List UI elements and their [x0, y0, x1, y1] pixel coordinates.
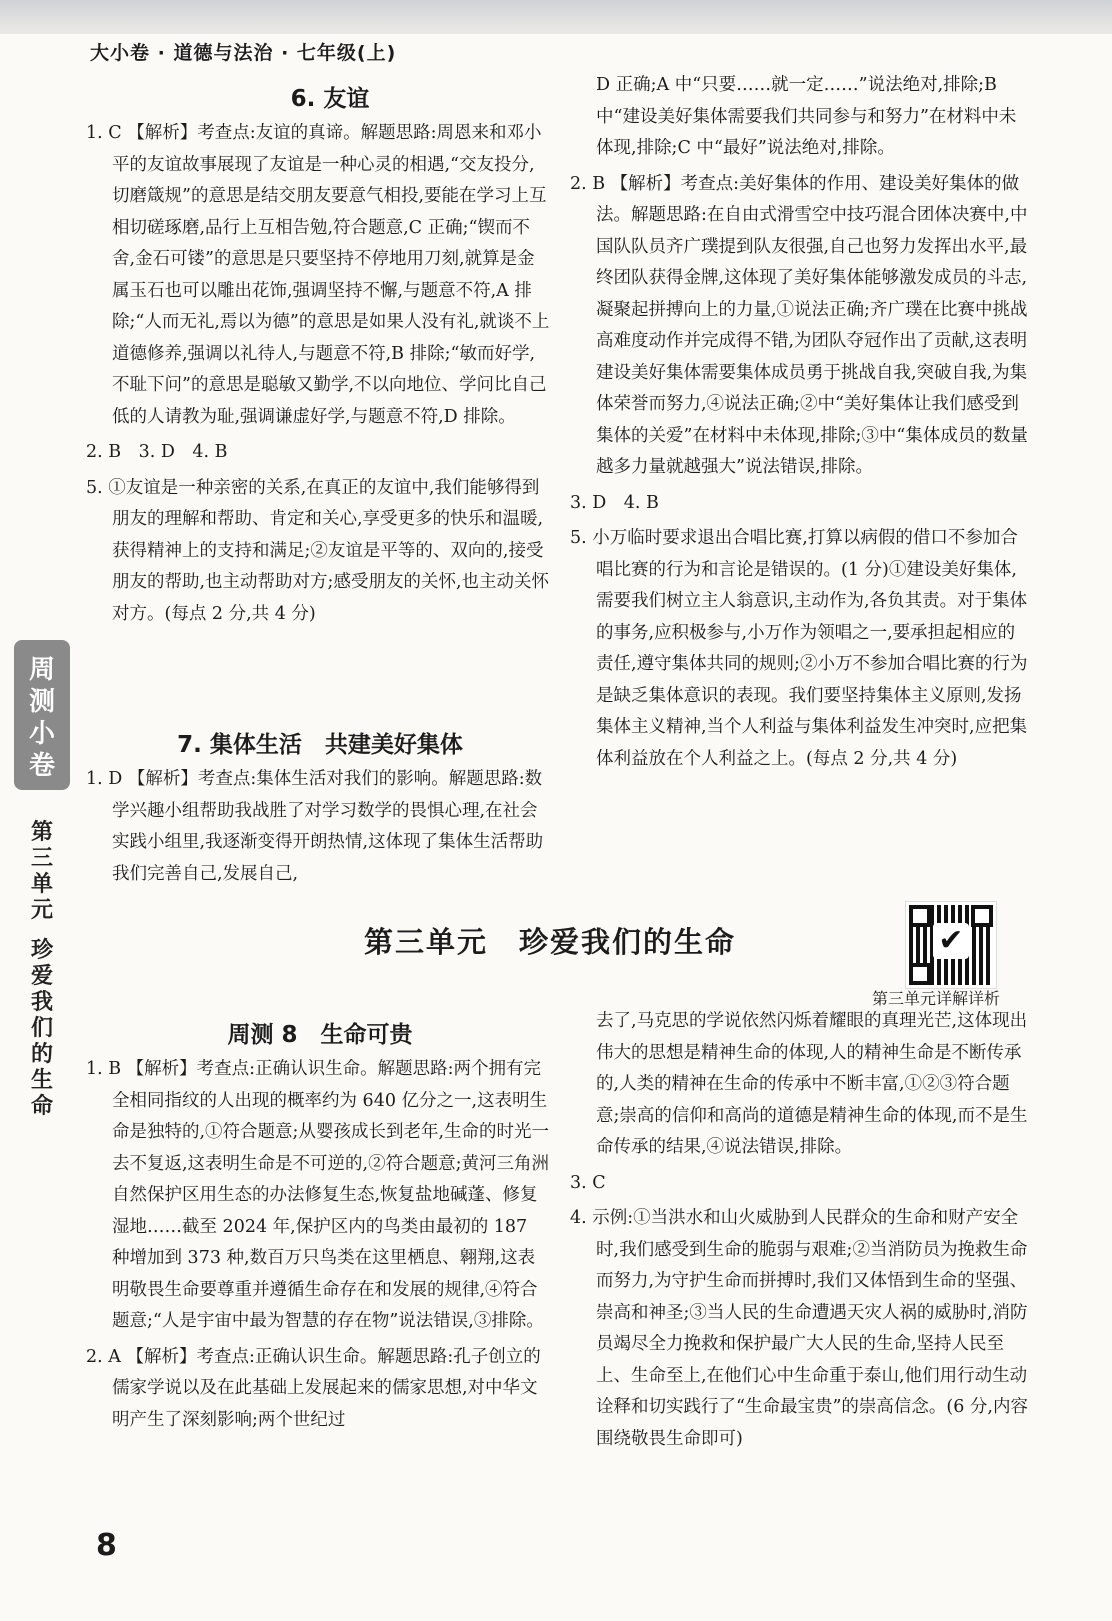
side-unit-label — [22, 820, 62, 1120]
section-title-8: 周测 8 生命可贵 — [227, 1022, 413, 1048]
side-unit-number: 第三单元 — [30, 820, 53, 923]
answer-6-2-4: 2. B 3. D 4. B — [86, 442, 228, 462]
answer-8-3: 3. C — [570, 1172, 606, 1193]
qr-code[interactable] — [906, 902, 996, 988]
section-title-6: 6. 友谊 — [290, 86, 370, 112]
right-column-bottom — [570, 1006, 1030, 1459]
answer-6-1: 1. C 【解析】考查点:友谊的真谛。解题思路:周恩来和邓小平的友谊故事展现了友谊是一种心灵的相遇,“交友投分,切磨箴规”的意思是结交朋友要意气相投,要能在学习上互相切磋琢磨,品行上互相告勉,符合题意,C 正确;“锲而不舍,金石可镂”的意思是只要坚持不停地用刀刻,就算是金属玉石也可以雕出花饰,强调坚持不懈,与题意不符,A 排除;“人而无礼,焉以为德”的意思是如果人没有礼,就谈不上道德修养,强调以礼待人,与题意不符,B 排除;“敏而好学,不耻下问”的意思是聪敏又勤学,不以向地位、学问比自己低的人请教为耻,强调谦虚好学,与题意不符,D 排除。 — [86, 123, 550, 427]
header-title: 大小卷 · 道德与法治 · 七年级(上) — [90, 42, 397, 64]
right-column-top — [570, 70, 1030, 779]
side-unit-title: 珍爱我们的生命 — [30, 938, 53, 1119]
qr-caption: 第三单元详解详析 — [872, 989, 1001, 1008]
answer-8-2-cont: 去了,马克思的学说依然闪烁着耀眼的真理光芒,这体现出伟大的思想是精神生命的体现,人的精神生命是不断传承的,人类的精神在生命的传承中不断丰富,①②③符合题意;崇高的信仰和高尚的道德是精神生命的体现,而不是生命传承的结果,④说法错误,排除。 — [596, 1011, 1028, 1157]
answer-8-4: 4. 示例:①当洪水和山火威胁到人民群众的生命和财产安全时,我们感受到生命的脆弱与艰难;②当消防员为挽救生命而努力,为守护生命而拼搏时,我们又体悟到生命的坚强、崇高和神圣;③当人民的生命遭遇天灾人祸的威胁时,消防员竭尽全力挽救和保护最广大人民的生命,坚持人民至上、生命至上,在他们心中生命重于泰山,他们用行动生动诠释和切实践行了“生命最宝贵”的崇高信念。(6 分,内容围绕敬畏生命即可) — [570, 1208, 1028, 1449]
unit-title: 第三单元 珍爱我们的生命 — [363, 925, 736, 959]
answer-7-2: 2. B 【解析】考查点:美好集体的作用、建设美好集体的做法。解题思路:在自由式滑雪空中技巧混合团体决赛中,中国队队员齐广璞提到队友很强,自己也努力发挥出水平,最终团队获得金牌,这体现了美好集体能够激发成员的斗志,凝聚起拼搏向上的力量,①说法正确;齐广璞在比赛中挑战高难度动作并完成得不错,为团队夺冠作出了贡献,这表明建设美好集体需要集体成员勇于挑战自我,突破自我,为集体荣誉而努力,④说法正确;②中“美好集体让我们感受到集体的关爱”在材料中未体现,排除;③中“集体成员的数量越多力量就越强大”说法错误,排除。 — [570, 173, 1028, 477]
checkmark-icon: ✔ — [933, 923, 969, 959]
weekly-quiz-tab — [14, 640, 70, 790]
section-title-7: 7. 集体生活 共建美好集体 — [177, 732, 463, 758]
answer-8-1: 1. B 【解析】考查点:正确认识生命。解题思路:两个拥有完全相同指纹的人出现的概率约为 640 亿分之一,这表明生命是独特的,①符合题意;从婴孩成长到老年,生命的时光一去不复返,这表明生命是不可逆的,②符合题意;黄河三角洲自然保护区用生态的办法修复生态,恢复盐地碱蓬、修复湿地……截至 2024 年,保护区内的鸟类由最初的 187 种增加到 373 种,数百万只鸟类在这里栖息、翱翔,这表明敬畏生命要尊重并遵循生命存在和发展的规律,④符合题意;“人是宇宙中最为智慧的存在物”说法错误,③排除。 — [86, 1059, 550, 1331]
left-column-mid — [86, 764, 550, 894]
page-top-edge — [0, 0, 1112, 34]
left-column-bottom — [86, 1054, 550, 1440]
answer-7-5: 5. 小万临时要求退出合唱比赛,打算以病假的借口不参加合唱比赛的行为和言论是错误的。(1 分)①建设美好集体,需要我们树立主人翁意识,主动作为,各负其责。对于集体的事务,应积极参与,小万作为领唱之一,要承担起相应的责任,遵守集体共同的规则;②小万不参加合唱比赛的行为是缺乏集体意识的表现。我们要坚持集体主义原则,发扬集体主义精神,当个人利益与集体利益发生冲突时,应把集体利益放在个人利益之上。(每点 2 分,共 4 分) — [570, 528, 1028, 769]
answer-6-5: 5. ①友谊是一种亲密的关系,在真正的友谊中,我们能够得到朋友的理解和帮助、肯定和关心,享受更多的快乐和温暖,获得精神上的支持和满足;②友谊是平等的、双向的,接受朋友的帮助,也主动帮助对方;感受朋友的关怀,也主动关怀对方。(每点 2 分,共 4 分) — [86, 477, 550, 624]
answer-8-2: 2. A 【解析】考查点:正确认识生命。解题思路:孔子创立的儒家学说以及在此基础上发展起来的儒家思想,对中华文明产生了深刻影响;两个世纪过 — [86, 1346, 541, 1430]
answer-7-1-cont: D 正确;A 中“只要……就一定……”说法绝对,排除;B 中“建设美好集体需要我们共同参与和努力”在材料中未体现,排除;C 中“最好”说法绝对,排除。 — [596, 75, 1017, 158]
page-number: 8 — [96, 1528, 117, 1563]
answer-7-3-4: 3. D 4. B — [570, 492, 659, 513]
weekly-quiz-tab-label: 周测小卷 — [28, 655, 55, 781]
left-column-top — [86, 118, 550, 634]
answer-7-1: 1. D 【解析】考查点:集体生活对我们的影响。解题思路:数学兴趣小组帮助我战胜了对学习数学的畏惧心理,在社会实践小组里,我逐渐变得开朗热情,这体现了集体生活帮助我们完善自己,发展自己, — [86, 769, 544, 884]
